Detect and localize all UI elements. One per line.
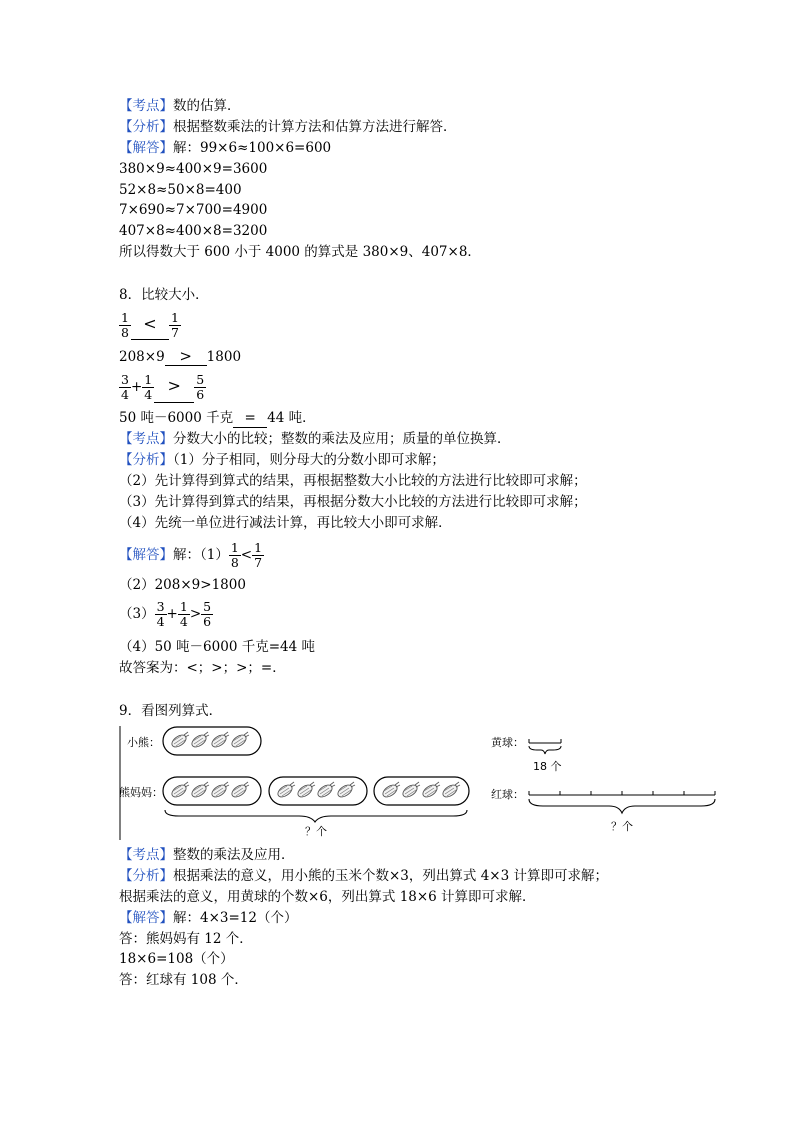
q8-jieda-3: （3） $\frac{3}{4}$ + $\frac{1}{4}$ > $\frac{5}{6}$ [119,599,212,629]
fraction: $\frac{1}{7}$ [170,310,179,340]
fraction: $\frac{1}{8}$ [230,540,239,570]
fraction: $\frac{1}{7}$ [254,540,263,570]
corn-icon [316,782,335,799]
label-xiongmama: 熊妈妈： [119,786,163,799]
q8-row4: 50 吨－6000 千克 = 44 吨． [119,410,316,426]
answer-blank: = [233,409,267,428]
q8-kaodian: 【考点】分数大小的比较；整数的乘法及应用；质量的单位换算． [119,431,511,447]
corn-icon [336,782,355,799]
s1-fenxi: 【分析】根据整数乘法的计算方法和估算方法进行解答． [119,119,457,135]
segment-ticks [529,791,715,795]
s1-line-4: 407×8≈400×8=3200 [119,223,268,239]
corn-icon [401,782,420,799]
corn-icon [210,732,229,749]
s1-conclusion: 所以得数大于 600 小于 4000 的算式是 380×9、407×8． [119,244,481,260]
q8-jieda-4: （4）50 吨－6000 千克=44 吨 [119,639,315,655]
label-hongqiu: 红球： [491,788,524,801]
q9-title: 9．看图列算式． [119,703,223,719]
corn-icon [170,782,189,799]
q8-fenxi-4: （4）先统一单位进行减法计算，再比较大小即可求解． [119,515,452,531]
fraction: $\frac{1}{4}$ [144,372,153,402]
fenxi-tag: 【分析】 [119,452,173,468]
fraction: $\frac{3}{4}$ [156,599,165,629]
q9-ans-1: 答：熊妈妈有 12 个． [119,931,253,947]
fraction: $\frac{5}{6}$ [203,599,212,629]
label-q-right: ？个 [611,820,633,833]
q8-fenxi-3: （3）先计算得到算式的结果，再根据分数大小比较的方法进行比较即可求解； [119,494,587,510]
q8-row2: 208×9 > 1800 [119,347,242,365]
brace-yellow [529,746,561,754]
fraction: $\frac{1}{4}$ [179,599,188,629]
fraction: $\frac{1}{8}$ [121,310,129,340]
s1-line-1: 380×9≈400×9=3600 [119,161,268,177]
fenxi-tag: 【分析】 [119,119,173,135]
corn-icon [441,782,460,799]
jieda-tag: 【解答】 [119,547,173,563]
q9-jieda: 【解答】解：4×3=12（个） [119,910,298,926]
kaodian-tag: 【考点】 [119,431,173,447]
label-huangqiu: 黄球： [491,736,524,749]
label-xiaoxiong: 小熊： [127,736,160,749]
kaodian-tag: 【考点】 [119,847,173,863]
q8-row3: $\frac{3}{4}$ + $\frac{1}{4}$ > $\frac{5}{6}$ [121,372,205,402]
q8-row1 [119,309,181,340]
q8-jieda-2: （2）208×9>1800 [119,577,246,593]
fraction: $\frac{3}{4}$ [121,372,129,402]
label-q-left: ？个 [305,825,327,838]
s1-line-3: 7×690≈7×700=4900 [119,202,268,218]
kaodian-tag: 【考点】 [119,98,173,114]
brace-red [529,799,715,813]
q9-ans-2: 答：红球有 108 个． [119,972,248,988]
s1-kaodian: 【考点】数的估算． [119,98,241,114]
label-eighteen: 18 个 [533,760,562,773]
jieda-tag: 【解答】 [119,140,173,156]
corn-icon [296,782,315,799]
q9-calc-2: 18×6=108（个） [119,951,234,967]
s1-line-2: 52×8≈50×8=400 [119,182,242,198]
fenxi-tag: 【分析】 [119,868,173,884]
fraction: $\frac{5}{6}$ [196,372,205,402]
q8-title: 8．比较大小． [119,287,209,303]
answer-blank: > [165,347,207,366]
brace-left [165,810,467,822]
q9-fenxi-1: 【分析】根据乘法的意义，用小熊的玉米个数×3，列出算式 4×3 计算即可求解； [119,868,608,884]
answer-blank: < [131,309,169,340]
s1-jieda: 【解答】解：99×6≈100×6=600 [119,140,332,156]
corn-icon [421,782,440,799]
corn-icon [381,782,400,799]
corn-icon [190,732,209,749]
q8-fenxi-1: 【分析】（1）分子相同，则分母大的分数小即可求解； [119,452,445,468]
q8-answer: 故答案为：<；>；>；=． [119,660,286,676]
corn-icon [230,782,249,799]
q8-jieda-1: 【解答】解：（1） $\frac{1}{8}$ < $\frac{1}{7}$ [119,540,263,570]
jieda-tag: 【解答】 [119,910,173,926]
corn-icon [190,782,209,799]
q8-fenxi-2: （2）先计算得到算式的结果，再根据整数大小比较的方法进行比较即可求解； [119,473,587,489]
corn-icon [210,782,229,799]
q9-fenxi-2: 根据乘法的意义，用黄球的个数×6，列出算式 18×6 计算即可求解． [119,889,536,905]
answer-blank: > [154,370,194,403]
corn-icon [276,782,295,799]
q9-kaodian: 【考点】整数的乘法及应用． [119,847,295,863]
q9-figure [119,724,719,842]
corn-icon [170,732,189,749]
corn-icon [230,732,249,749]
